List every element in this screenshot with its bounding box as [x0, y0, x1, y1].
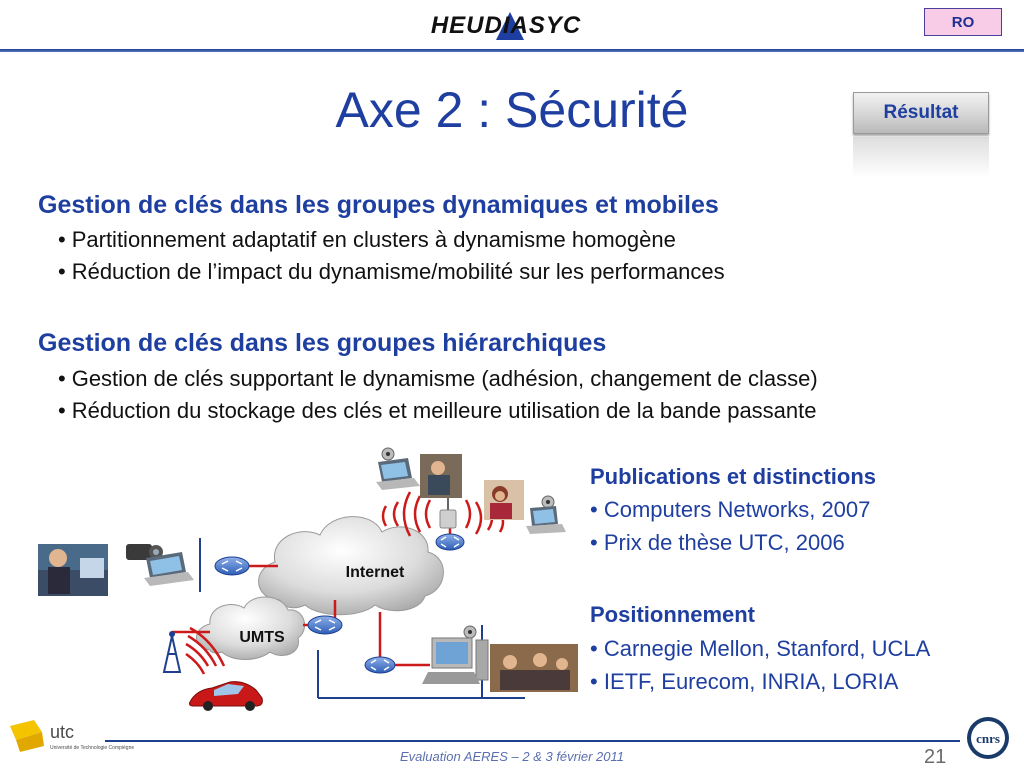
wireless-access-point-icon: [440, 498, 456, 528]
page-number: 21: [924, 746, 947, 768]
footer-text: Evaluation AERES – 2 & 3 février 2011: [399, 749, 624, 764]
positioning-item: • Carnegie Mellon, Stanford, UCLA: [590, 636, 931, 661]
header-rule: [0, 49, 1024, 52]
positioning-heading: Positionnement: [590, 602, 756, 627]
resultat-button-reflection: [853, 137, 989, 177]
internet-label: Internet: [345, 564, 405, 581]
router-icon: [308, 616, 342, 634]
bullet-text: Réduction du stockage des clés et meilleure utilisation de la bande passante: [71, 398, 817, 423]
laptop-icon: [376, 458, 420, 490]
page-title: Axe 2 : Sécurité: [335, 82, 689, 138]
utc-logo-subtext: Université de Technologie Compiègne: [50, 745, 135, 751]
publications-heading: Publications et distinctions: [590, 464, 877, 489]
heudiasyc-logo: [418, 6, 594, 44]
positioning-item: • IETF, Eurecom, INRIA, LORIA: [590, 669, 899, 694]
bullet-item: [58, 364, 818, 394]
publication-text: Computers Networks, 2007: [603, 497, 871, 522]
speaker-photo: [38, 544, 108, 596]
bullet-text: Réduction de l’impact du dynamisme/mobilité sur les performances: [71, 259, 725, 284]
bullet-dot: •: [58, 366, 66, 391]
meeting-photo: [490, 644, 578, 692]
publication-item: • Prix de thèse UTC, 2006: [590, 530, 845, 555]
umts-label: UMTS: [239, 629, 285, 646]
bullet-dot: •: [58, 398, 66, 423]
section-heading-hierarchical: Gestion de clés dans les groupes hiérarchiques: [38, 329, 607, 357]
ro-badge: RO: [924, 8, 1002, 36]
laptop-icon: [144, 552, 194, 586]
webcam-icon: [542, 496, 554, 508]
bullet-item: [58, 257, 725, 287]
webcam-icon: [382, 448, 394, 460]
cnrs-logo: [966, 716, 1010, 760]
car-icon: [190, 682, 263, 711]
internet-cloud: [259, 517, 444, 615]
router-icon: [436, 534, 464, 550]
desktop-computer-icon: [422, 638, 488, 684]
logo-text: HEUDIASYC: [430, 12, 582, 39]
bullet-dot: •: [58, 227, 66, 252]
webcam-icon: [464, 626, 476, 638]
laptop-icon: [526, 506, 566, 534]
router-icon: [215, 557, 249, 575]
bullet-dot: •: [58, 259, 66, 284]
section-heading-dynamic: Gestion de clés dans les groupes dynamiques et mobiles: [38, 191, 719, 219]
publication-item: • Computers Networks, 2007: [590, 497, 871, 522]
footer-rule: [105, 740, 960, 742]
bullet-item: [58, 225, 676, 255]
cell-tower-icon: [164, 631, 180, 672]
bullet-text: Gestion de clés supportant le dynamisme (adhésion, changement de classe): [71, 366, 818, 391]
positioning-text: Carnegie Mellon, Stanford, UCLA: [603, 636, 931, 661]
bullet-text: Partitionnement adaptatif en clusters à dynamisme homogène: [71, 227, 676, 252]
publication-text: Prix de thèse UTC, 2006: [603, 530, 845, 555]
network-diagram: [0, 440, 580, 720]
positioning-text: IETF, Eurecom, INRIA, LORIA: [603, 669, 899, 694]
utc-logo-text: utc: [50, 722, 75, 742]
bullet-item: [58, 396, 817, 426]
resultat-button[interactable]: Résultat: [853, 92, 989, 134]
participant-photo: [484, 480, 524, 520]
router-icon: [365, 657, 395, 673]
cnrs-logo-text: cnrs: [976, 731, 1000, 746]
presenter-photo: [420, 454, 462, 498]
